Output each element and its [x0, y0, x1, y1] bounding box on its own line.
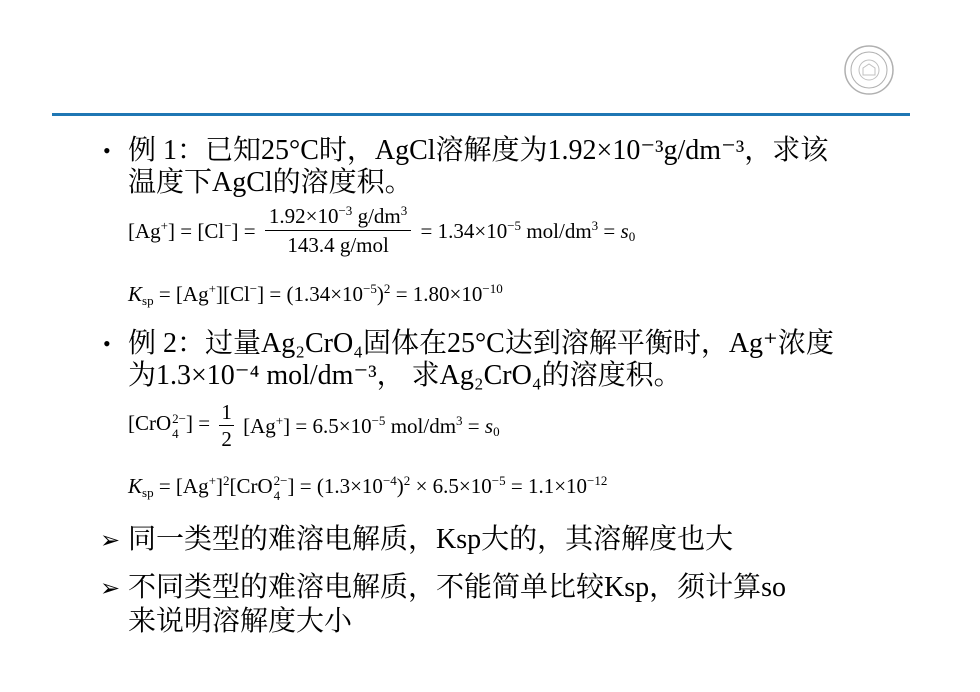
bullet-dot: • [103, 331, 111, 356]
arrow-bullet-icon: ➢ [100, 528, 121, 554]
example2-formula-ksp: $K_{sp} = [Ag^+]^2[CrO$ 2− 4 ] = $(1.3\times 10^{-4})^2 \times 6.5\times 10^{-5} = 1.1\times 10^{-12}$ [128, 473, 608, 504]
example2-line2: 为1.3×10⁻⁴ mol/dm⁻³， 求Ag₂CrO₄的溶度积。 [128, 360, 682, 391]
example1-line1: 例 1：已知25°C时，AgCl溶解度为1.92×10⁻³g/dm⁻³，求该 [128, 135, 829, 166]
example1-formula-ksp: $K_{sp} = [Ag^+][Cl^-] = (1.34\times 10^{-5})^2 = 1.80\times 10^{-10}$ [128, 281, 503, 308]
conclusion1: 同一类型的难溶电解质，Ksp大的，其溶解度也大 [128, 524, 734, 555]
bullet-dot: • [103, 138, 111, 163]
example2-line1: 例 2：过量Ag₂CrO₄固体在25°C达到溶解平衡时，Ag⁺浓度 [128, 328, 834, 359]
example2-formula-concentration: [CrO 2− 4 ] = $\frac{1}{2}$ $[Ag^+] = 6.5\times 10^{-5}$ mol/$dm^3 = s_0$ [128, 400, 500, 451]
example1-formula-concentration: [Ag+] = [Cl−] = $\frac{1.92\times 10^{-3} g/dm^3}{\text{143.4 g/mol}}$ = $1.34\times 10^{-5}$ mol/$dm^3 = s_0$ [128, 203, 636, 257]
arrow-bullet-icon: ➢ [100, 576, 121, 602]
fraction: $\frac{1}{2}$ [221, 400, 232, 451]
example1-line2: 温度下AgCl的溶度积。 [128, 167, 413, 198]
university-seal-icon [843, 44, 895, 96]
conclusion2-line1: 不同类型的难溶电解质，不能简单比较Ksp，须计算so [128, 572, 787, 603]
fraction: $\frac{1.92\times 10^{-3} g/dm^3}{\text{143.4 g/mol}}$ [265, 204, 411, 257]
title-divider-line [52, 113, 910, 116]
conclusion2-line2: 来说明溶解度大小 [128, 606, 353, 637]
